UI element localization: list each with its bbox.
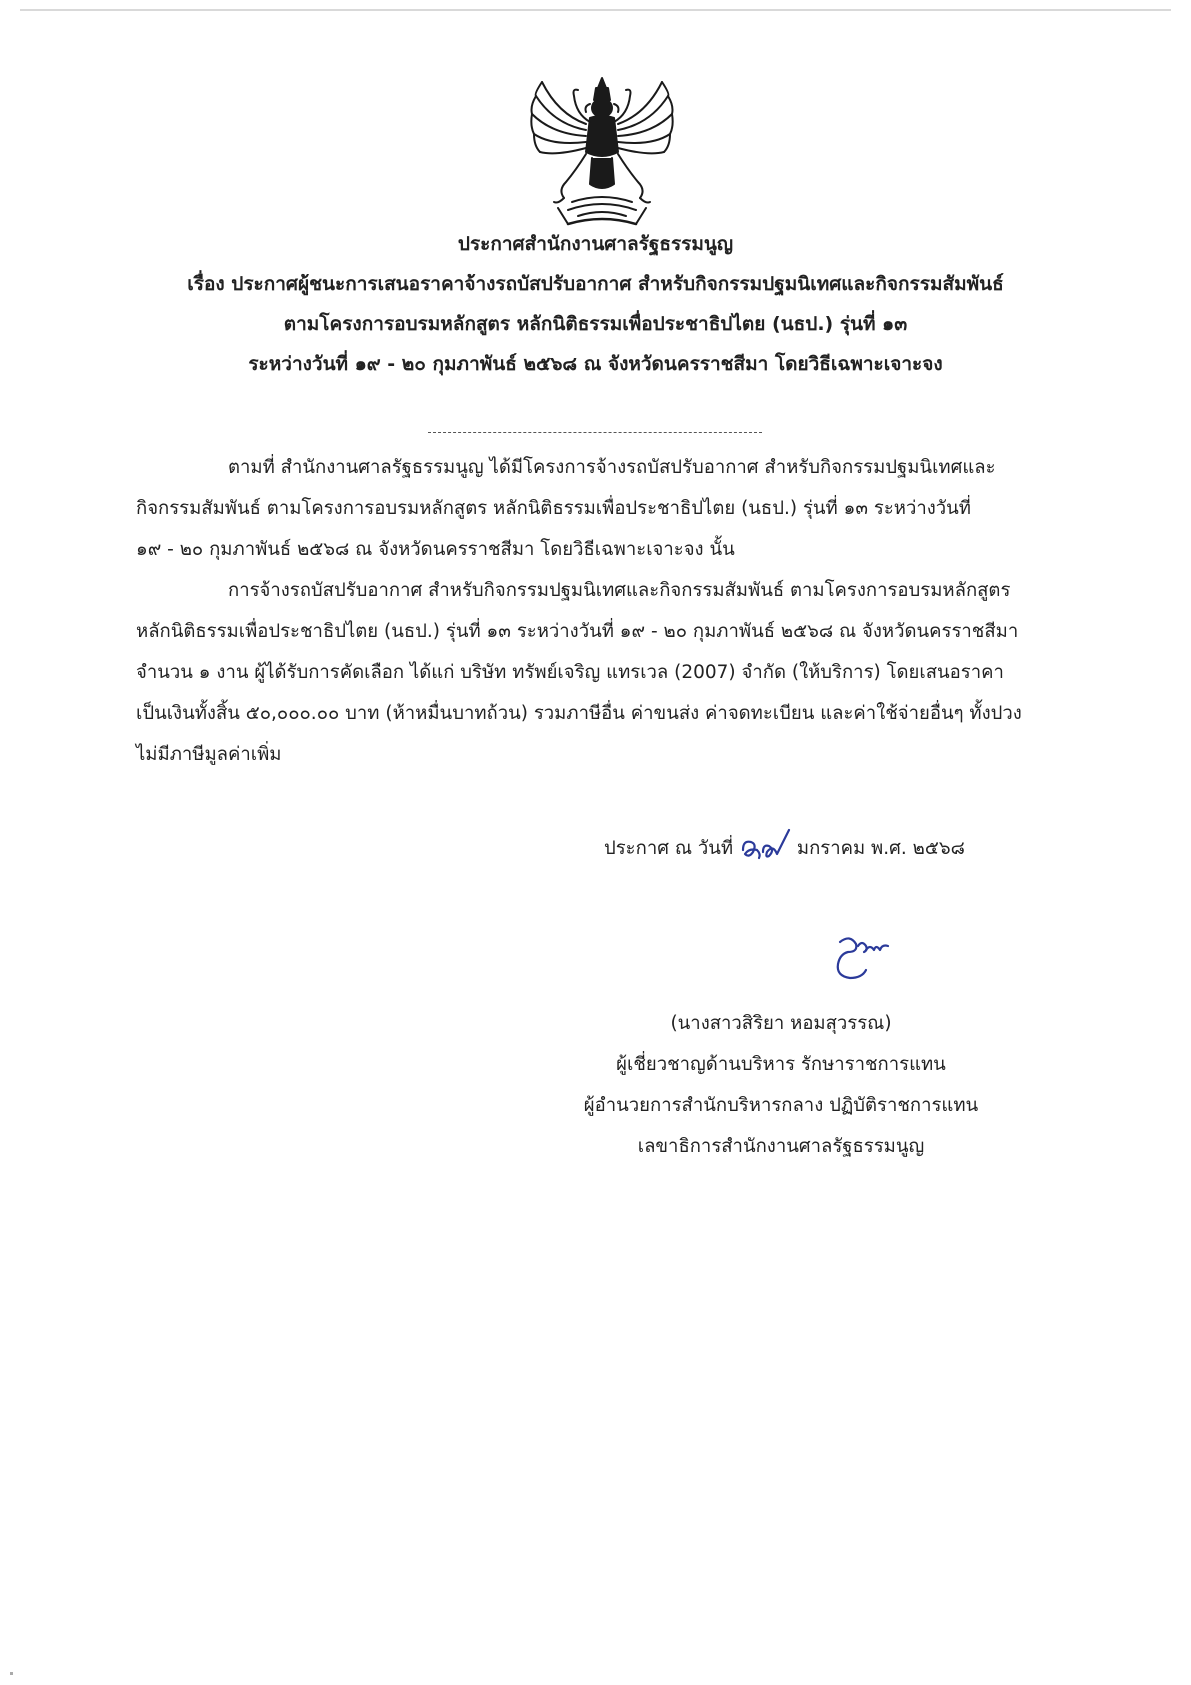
scan-mark: [10, 1672, 13, 1675]
signatory-position-2: ผู้อำนวยการสำนักบริหารกลาง ปฏิบัติราชการแทน: [583, 1095, 979, 1116]
handwritten-signature-icon: [826, 930, 894, 985]
signatory-name: (นางสาวสิริยา หอมสุวรรณ): [670, 1013, 892, 1034]
body-paragraph-2-line-2: หลักนิติธรรมเพื่อประชาธิปไตย (นธป.) รุ่นที่ ๑๓ ระหว่างวันที่ ๑๙ - ๒๐ กุมภาพันธ์ ๒๕๖๘ ณ จังหวัดนครราชสีมา: [136, 621, 1019, 642]
body-paragraph-2-line-1: การจ้างรถบัสปรับอากาศ สำหรับกิจกรรมปฐมนิเทศและกิจกรรมสัมพันธ์ ตามโครงการอบรมหลักสูตร: [228, 580, 1011, 601]
body-paragraph-1-line-2: กิจกรรมสัมพันธ์ ตามโครงการอบรมหลักสูตร หลักนิติธรรมเพื่อประชาธิปไตย (นธป.) รุ่นที่ ๑๓ ระหว่างวันที่: [136, 498, 971, 519]
announcement-date: [604, 826, 965, 866]
body-paragraph-1-line-1: ตามที่ สำนักงานศาลรัฐธรรมนูญ ได้มีโครงการจ้างรถบัสปรับอากาศ สำหรับกิจกรรมปฐมนิเทศและ: [228, 457, 996, 478]
body-paragraph-2-line-3: จำนวน ๑ งาน ผู้ได้รับการคัดเลือก ได้แก่ บริษัท ทรัพย์เจริญ แทรเวล (2007) จำกัด (ให้บริการ) โดยเสนอราคา: [136, 662, 1004, 683]
announcement-subject-line-2: ตามโครงการอบรมหลักสูตร หลักนิติธรรมเพื่อประชาธิปไตย (นธป.) รุ่นที่ ๑๓: [283, 313, 908, 335]
garuda-emblem-icon: [528, 74, 676, 230]
top-border-line: [20, 9, 1171, 11]
signatory-position-1: ผู้เชี่ยวชาญด้านบริหาร รักษาราชการแทน: [616, 1054, 946, 1075]
body-paragraph-1-line-3: ๑๙ - ๒๐ กุมภาพันธ์ ๒๕๖๘ ณ จังหวัดนครราชสีมา โดยวิธีเฉพาะเจาะจง นั้น: [136, 539, 735, 560]
heading-divider: [428, 432, 762, 433]
announcement-subject: เรื่อง ประกาศผู้ชนะการเสนอราคาจ้างรถบัสปรับอากาศ สำหรับกิจกรรมปฐมนิเทศและกิจกรรมสัมพันธ์: [187, 273, 1004, 295]
announcement-subject-line-3: ระหว่างวันที่ ๑๙ - ๒๐ กุมภาพันธ์ ๒๕๖๘ ณ จังหวัดนครราชสีมา โดยวิธีเฉพาะเจาะจง: [248, 353, 943, 375]
handwritten-day-icon: [739, 826, 791, 866]
body-paragraph-2-line-4: เป็นเงินทั้งสิ้น ๕๐,๐๐๐.๐๐ บาท (ห้าหมื่นบาทถ้วน) รวมภาษีอื่น ค่าขนส่ง ค่าจดทะเบียน และค่าใช้จ่ายอื่นๆ ทั้งปวง: [136, 703, 1022, 724]
signatory-position-3: เลขาธิการสำนักงานศาลรัฐธรรมนูญ: [637, 1136, 925, 1157]
announcement-title: ประกาศสำนักงานศาลรัฐธรรมนูญ: [457, 233, 734, 255]
announcement-date-prefix: ประกาศ ณ วันที่: [604, 838, 734, 859]
body-paragraph-2-line-5: ไม่มีภาษีมูลค่าเพิ่ม: [136, 744, 282, 765]
announcement-date-suffix: มกราคม พ.ศ. ๒๕๖๘: [796, 838, 965, 859]
